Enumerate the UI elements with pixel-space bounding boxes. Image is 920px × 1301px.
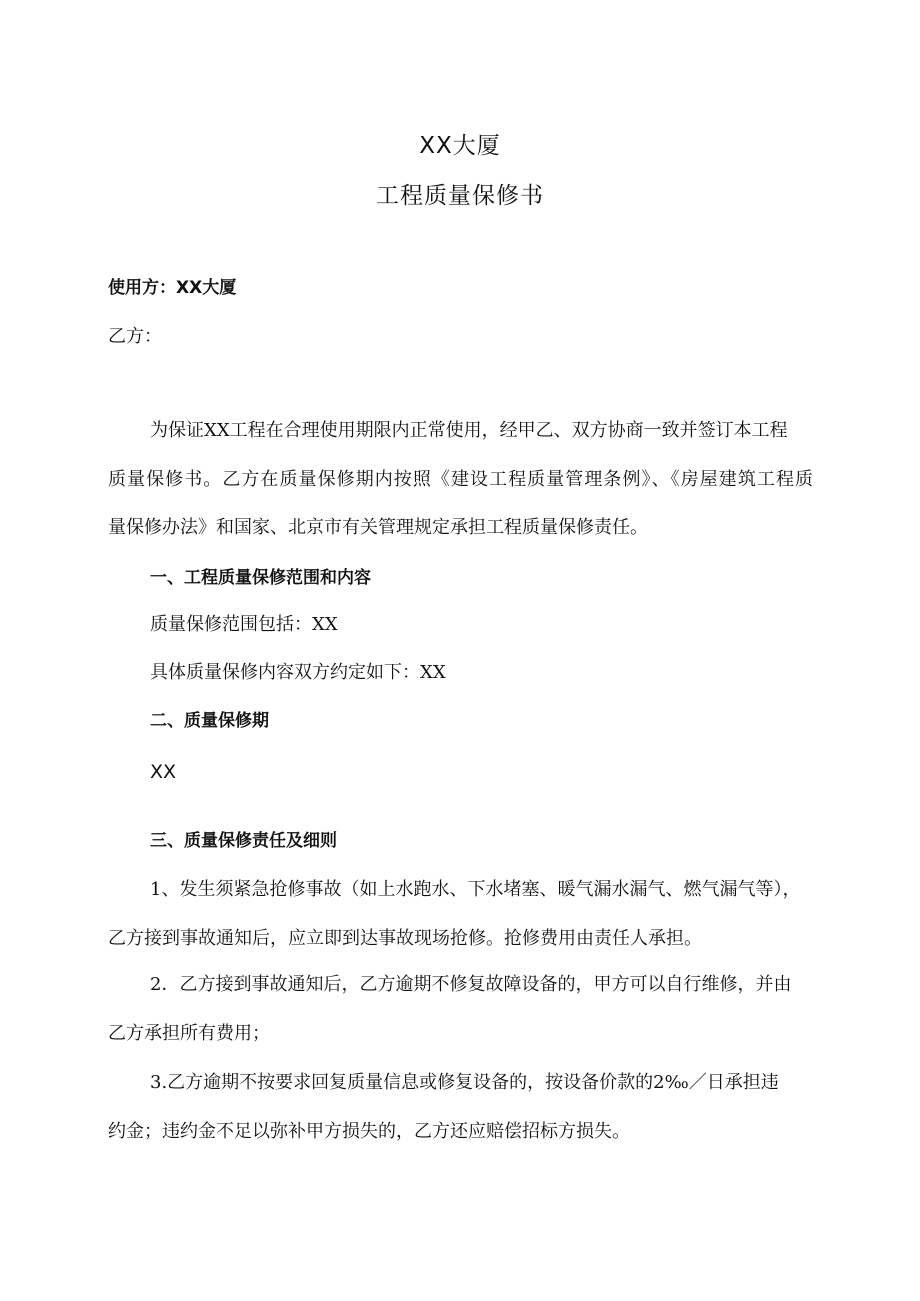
section3-item3-line2: 约金；违约金不足以弥补甲方损失的，乙方还应赔偿招标方损失。 (108, 1121, 630, 1142)
section2-value: XX (150, 761, 177, 783)
section3-item2-line1: 2．乙方接到事故通知后，乙方逾期不修复故障设备的，甲方可以自行维修，并由 (150, 974, 792, 995)
intro-line-1: 为保证XX工程在合理使用期限内正常使用，经甲乙、双方协商一致并签订本工程 (150, 420, 788, 441)
party-b-label: 乙方： (108, 326, 162, 347)
section2-heading: 二、质量保修期 (150, 711, 269, 731)
intro-line-3: 量保修办法》和国家、北京市有关管理规定承担工程质量保修责任。 (108, 517, 648, 538)
document-title: XX大厦 (419, 133, 501, 159)
section3-item1-line2: 乙方接到事故通知后，应立即到达事故现场抢修。抢修费用由责任人承担。 (108, 928, 702, 949)
user-party-label: 使用方：XX大厦 (108, 278, 237, 298)
section1-heading: 一、工程质量保修范围和内容 (150, 568, 371, 588)
section1-scope: 质量保修范围包括：XX (150, 614, 338, 635)
section3-item1-line1: 1、发生须紧急抢修事故（如上水跑水、下水堵塞、暖气漏水漏气、燃气漏气等）， (150, 879, 801, 900)
section3-item2-line2: 乙方承担所有费用； (108, 1023, 270, 1044)
intro-line-2: 质量保修书。乙方在质量保修期内按照《建设工程质量管理条例》、《房屋建筑工程质 (108, 469, 813, 490)
section1-content: 具体质量保修内容双方约定如下：XX (150, 662, 446, 683)
section3-heading: 三、质量保修责任及细则 (150, 831, 337, 851)
document-subtitle: 工程质量保修书 (376, 183, 544, 209)
section3-item3-line1: 3.乙方逾期不按要求回复质量信息或修复设备的，按设备价款的2‰／日承担违 (150, 1072, 779, 1093)
